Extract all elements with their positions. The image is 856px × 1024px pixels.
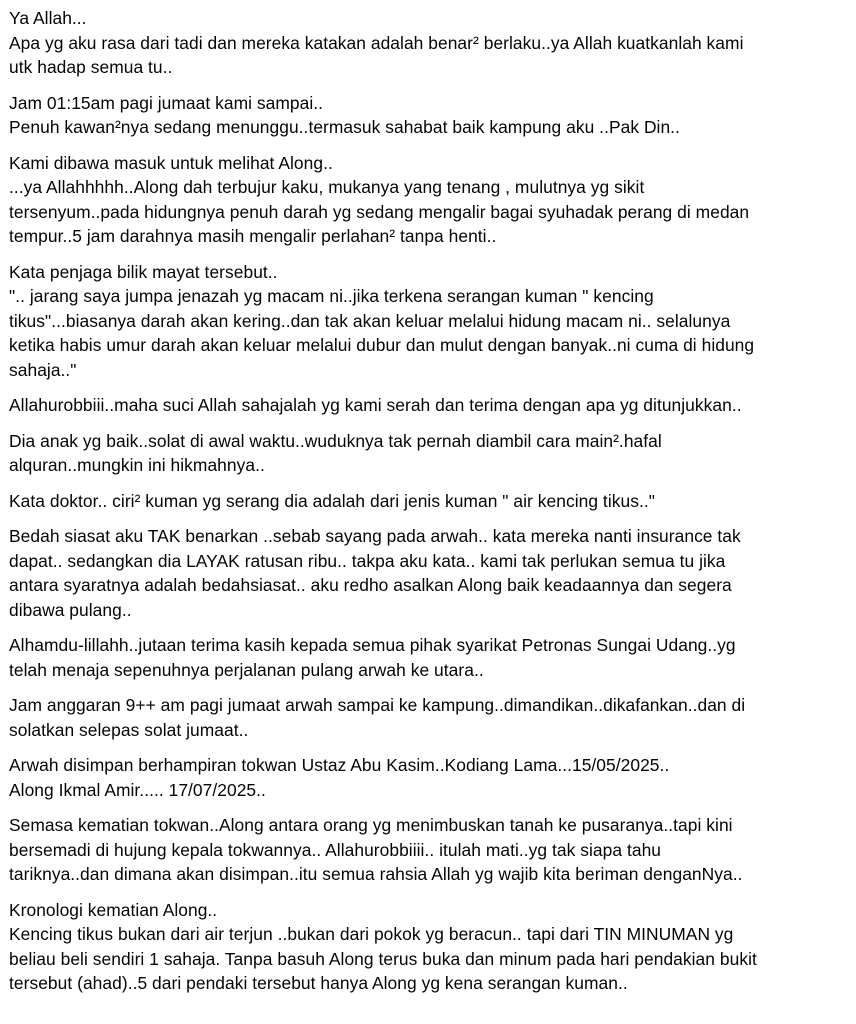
text-line: sahaja.." bbox=[9, 359, 77, 380]
text-line: Jam anggaran 9++ am pagi jumaat arwah sampai ke kampung..dimandikan..dikafankan..dan di bbox=[9, 695, 746, 715]
post-paragraph bbox=[9, 633, 849, 682]
text-line: Bedah siasat aku TAK benarkan ..sebab sayang pada arwah.. kata mereka nanti insurance tak bbox=[9, 526, 741, 546]
text-line: Penuh kawan²nya sedang menunggu..termasuk sahabat baik kampung aku ..Pak Din.. bbox=[9, 117, 680, 137]
post-paragraph bbox=[9, 429, 849, 478]
post-paragraph bbox=[9, 260, 849, 383]
text-line: utk hadap semua tu.. bbox=[9, 57, 173, 77]
text-line: bersemadi di hujung kepala tokwannya.. Allahurobbiiii.. itulah mati..yg tak siapa tahu bbox=[9, 839, 662, 860]
post-body bbox=[9, 6, 849, 1007]
text-line: dibawa pulang.. bbox=[9, 599, 132, 620]
text-line: Kronologi kematian Along.. bbox=[9, 899, 218, 920]
text-line: dapat.. sedangkan dia LAYAK ratusan ribu.. takpa aku kata.. kami tak perlukan semua tu jika bbox=[9, 550, 726, 571]
text-line: tariknya..dan dimana akan disimpan..itu semua rahsia Allah yg wajib kita beriman denganNya.. bbox=[9, 864, 743, 884]
text-line: ...ya Allahhhhh..Along dah terbujur kaku, mukanya yang tenang , mulutnya yg sikit bbox=[9, 177, 645, 197]
text-line: Jam 01:15am pagi jumaat kami sampai.. bbox=[9, 92, 324, 113]
text-line: Kami dibawa masuk untuk melihat Along.. bbox=[9, 152, 333, 173]
text-line: telah menaja sepenuhnya perjalanan pulang arwah ke utara.. bbox=[9, 659, 484, 680]
post-paragraph bbox=[9, 393, 849, 418]
post-paragraph bbox=[9, 91, 849, 140]
post-paragraph bbox=[9, 6, 849, 80]
text-line: Along Ikmal Amir..... 17/07/2025.. bbox=[9, 779, 266, 800]
text-line: Apa yg aku rasa dari tadi dan mereka katakan adalah benar² berlaku..ya Allah kuatkanlah kami bbox=[9, 32, 744, 53]
text-line: Alhamdu-lillahh..jutaan terima kasih kepada semua pihak syarikat Petronas Sungai Udang..yg bbox=[9, 635, 736, 655]
text-line: antara syaratnya adalah bedahsiasat.. aku redho asalkan Along baik keadaannya dan segera bbox=[9, 575, 732, 595]
text-line: beliau beli sendiri 1 sahaja. Tanpa basuh Along terus buka dan minum pada hari pendakian bukit bbox=[9, 948, 757, 969]
post-paragraph bbox=[9, 898, 849, 996]
text-line: ketika habis umur darah akan keluar melalui dubur dan mulut dengan banyak..ni cuma di hidung bbox=[9, 335, 755, 355]
text-line: Ya Allah... bbox=[9, 8, 87, 28]
text-line: solatkan selepas solat jumaat.. bbox=[9, 719, 249, 740]
text-line: Kata doktor.. ciri² kuman yg serang dia adalah dari jenis kuman " air kencing tikus.." bbox=[9, 490, 655, 511]
text-line: Kencing tikus bukan dari air terjun ..bukan dari pokok yg beracun.. tapi dari TIN MINUMAN yg bbox=[9, 924, 734, 944]
post-paragraph bbox=[9, 753, 849, 802]
post-paragraph bbox=[9, 693, 849, 742]
text-line: tempur..5 jam darahnya masih mengalir perlahan² tanpa henti.. bbox=[9, 226, 497, 246]
text-line: ".. jarang saya jumpa jenazah yg macam ni..jika terkena serangan kuman " kencing bbox=[9, 286, 654, 306]
text-line: tikus"...biasanya darah akan kering..dan tak akan keluar melalui hidung macam ni.. selalunya bbox=[9, 310, 731, 331]
text-line: Semasa kematian tokwan..Along antara orang yg menimbuskan tanah ke pusaranya..tapi kini bbox=[9, 815, 733, 835]
text-line: alquran..mungkin ini hikmahnya.. bbox=[9, 455, 265, 475]
post-paragraph bbox=[9, 524, 849, 622]
text-line: tersebut (ahad)..5 dari pendaki tersebut hanya Along yg kena serangan kuman.. bbox=[9, 973, 628, 993]
post-paragraph bbox=[9, 813, 849, 887]
text-line: Arwah disimpan berhampiran tokwan Ustaz Abu Kasim..Kodiang Lama...15/05/2025.. bbox=[9, 755, 670, 775]
post-paragraph bbox=[9, 489, 849, 514]
text-line: Kata penjaga bilik mayat tersebut.. bbox=[9, 261, 278, 282]
post-paragraph bbox=[9, 151, 849, 249]
text-line: Dia anak yg baik..solat di awal waktu..wuduknya tak pernah diambil cara main².hafal bbox=[9, 430, 662, 451]
text-line: tersenyum..pada hidungnya penuh darah yg sedang mengalir bagai syuhadak perang di medan bbox=[9, 201, 750, 222]
text-line: Allahurobbiii..maha suci Allah sahajalah yg kami serah dan terima dengan apa yg ditunjukkan.. bbox=[9, 395, 742, 415]
